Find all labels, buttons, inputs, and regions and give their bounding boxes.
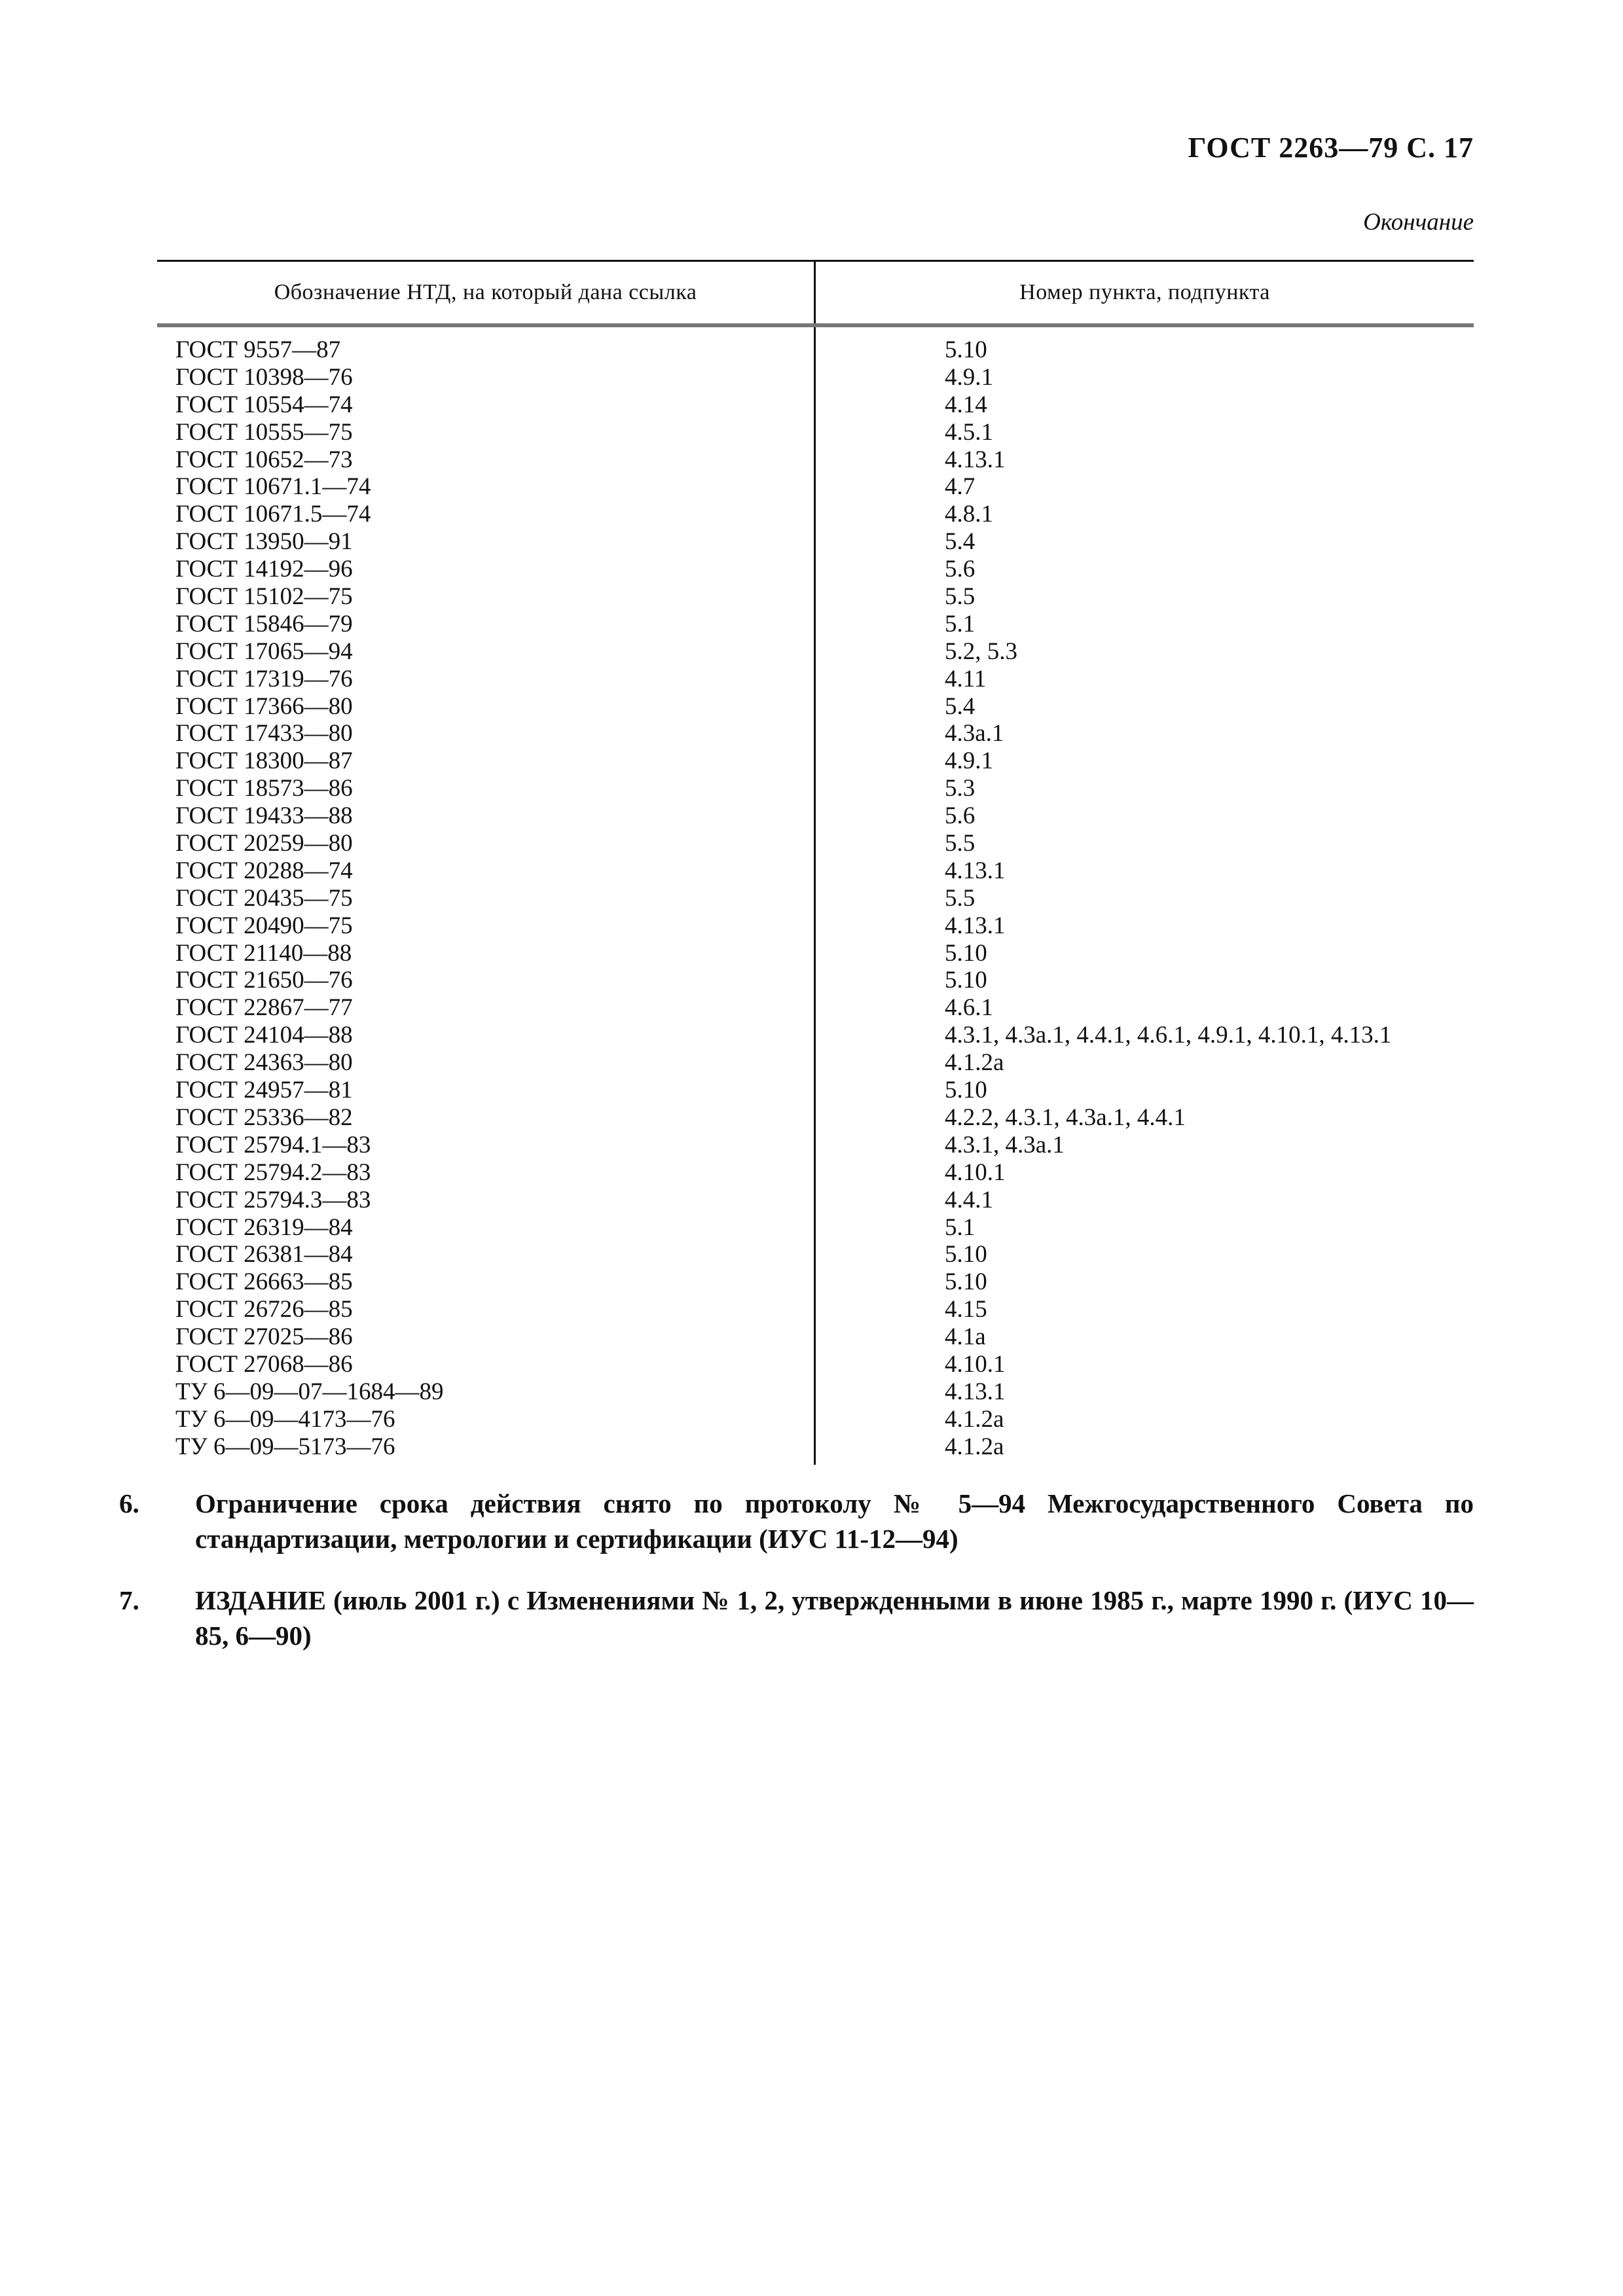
clause-cell: 4.6.1 xyxy=(945,994,993,1022)
clause-column xyxy=(816,327,1474,1465)
clause-cell: 4.9.1 xyxy=(945,747,993,775)
document-cell: ГОСТ 18573—86 xyxy=(175,775,353,802)
clause-cell: 5.3 xyxy=(945,775,976,802)
clause-cell: 4.8.1 xyxy=(945,501,993,528)
note-7 xyxy=(119,1583,1474,1653)
clause-cell: 5.6 xyxy=(945,556,976,583)
references-table xyxy=(157,260,1474,1465)
document-cell: ГОСТ 17319—76 xyxy=(175,665,353,692)
document-cell: ГОСТ 26319—84 xyxy=(175,1213,353,1241)
document-cell: ГОСТ 25336—82 xyxy=(175,1103,353,1131)
document-cell: ГОСТ 9557—87 xyxy=(175,336,341,363)
document-cell: ГОСТ 15846—79 xyxy=(175,610,353,637)
document-cell: ГОСТ 20435—75 xyxy=(175,884,353,912)
clause-cell: 4.1.2а xyxy=(945,1405,1004,1433)
document-cell: ГОСТ 25794.3—83 xyxy=(175,1186,371,1213)
clause-cell: 4.1.2а xyxy=(945,1049,1004,1077)
clause-cell: 4.14 xyxy=(945,391,987,418)
note-text: Ограничение срока действия снято по протоколу № 5—94 Межгосударственного Совета по стандартизации, метрологии и сертификации (ИУС 11-12—94) xyxy=(195,1488,1474,1554)
table-body xyxy=(157,327,1474,1465)
clause-cell: 5.1 xyxy=(945,610,976,637)
document-cell: ГОСТ 21650—76 xyxy=(175,967,353,994)
document-cell: ГОСТ 18300—87 xyxy=(175,747,353,775)
clause-cell: 5.6 xyxy=(945,802,976,830)
document-cell: ГОСТ 20490—75 xyxy=(175,912,353,939)
clause-cell: 5.1 xyxy=(945,1213,976,1241)
document-cell: ГОСТ 15102—75 xyxy=(175,583,353,611)
document-cell: ГОСТ 10671.5—74 xyxy=(175,501,371,528)
clause-cell: 4.13.1 xyxy=(945,912,1006,939)
clause-cell: 5.5 xyxy=(945,583,976,611)
table-continuation-label: Окончание xyxy=(1363,209,1474,236)
document-cell: ГОСТ 22867—77 xyxy=(175,994,353,1022)
clause-cell: 4.13.1 xyxy=(945,446,1006,473)
document-cell: ГОСТ 10671.1—74 xyxy=(175,473,371,501)
document-cell: ГОСТ 27025—86 xyxy=(175,1323,353,1351)
document-cell: ГОСТ 10555—75 xyxy=(175,418,353,446)
clause-cell: 4.11 xyxy=(945,665,987,692)
column-header-document: Обозначение НТД, на который дана ссылка xyxy=(157,262,816,323)
clause-cell: 5.5 xyxy=(945,830,976,857)
note-6 xyxy=(119,1486,1474,1556)
clause-cell: 4.7 xyxy=(945,473,976,501)
document-cell: ГОСТ 26381—84 xyxy=(175,1241,353,1268)
document-cell: ГОСТ 14192—96 xyxy=(175,556,353,583)
document-cell: ТУ 6—09—07—1684—89 xyxy=(175,1378,444,1405)
document-cell: ГОСТ 19433—88 xyxy=(175,802,353,830)
column-header-clause: Номер пункта, подпункта xyxy=(1019,280,1270,304)
clause-cell: 5.5 xyxy=(945,884,976,912)
clause-cell: 4.13.1 xyxy=(945,1378,1006,1405)
clause-cell: 4.5.1 xyxy=(945,418,993,446)
clause-cell: 5.2, 5.3 xyxy=(945,637,1017,665)
note-text: ИЗДАНИЕ (июль 2001 г.) с Изменениями № 1, 2, утвержденными в июне 1985 г., марте 1990 г. (ИУС 10—85, 6—90) xyxy=(195,1585,1474,1651)
clause-cell: 4.10.1 xyxy=(945,1350,1006,1378)
document-cell: ГОСТ 13950—91 xyxy=(175,528,353,556)
clause-cell: 4.1.2а xyxy=(945,1433,1004,1460)
clause-cell: 5.10 xyxy=(945,1268,987,1296)
document-cell: ГОСТ 25794.1—83 xyxy=(175,1131,371,1158)
document-cell: ГОСТ 21140—88 xyxy=(175,939,352,967)
document-cell: ТУ 6—09—4173—76 xyxy=(175,1405,395,1433)
note-number: 6. xyxy=(119,1488,139,1518)
clause-cell: 4.15 xyxy=(945,1296,987,1323)
clause-cell: 4.3а.1 xyxy=(945,720,1004,747)
clause-cell: 5.10 xyxy=(945,1077,987,1104)
note-number: 7. xyxy=(119,1585,139,1615)
document-cell: ГОСТ 25794.2—83 xyxy=(175,1158,371,1186)
clause-cell: 4.4.1 xyxy=(945,1186,993,1213)
document-cell: ГОСТ 26663—85 xyxy=(175,1268,353,1296)
document-cell: ГОСТ 20259—80 xyxy=(175,830,353,857)
document-cell: ГОСТ 10652—73 xyxy=(175,446,353,473)
document-column xyxy=(157,327,816,1465)
clause-cell: 5.4 xyxy=(945,528,976,556)
clause-cell: 4.10.1 xyxy=(945,1158,1006,1186)
clause-cell: 4.9.1 xyxy=(945,363,993,391)
page-title: ГОСТ 2263—79 С. 17 xyxy=(1188,132,1474,164)
clause-cell: 5.4 xyxy=(945,692,976,720)
document-cell: ГОСТ 24363—80 xyxy=(175,1049,353,1077)
document-cell: ГОСТ 20288—74 xyxy=(175,857,353,884)
document-cell: ГОСТ 17433—80 xyxy=(175,720,353,747)
clause-cell: 5.10 xyxy=(945,1241,987,1268)
document-cell: ГОСТ 27068—86 xyxy=(175,1350,353,1378)
document-cell: ГОСТ 24104—88 xyxy=(175,1022,353,1049)
document-cell: ГОСТ 24957—81 xyxy=(175,1077,353,1104)
clause-cell: 5.10 xyxy=(945,939,987,967)
clause-cell: 4.1а xyxy=(945,1323,986,1351)
clause-cell: 4.3.1, 4.3а.1, 4.4.1, 4.6.1, 4.9.1, 4.10.1, 4.13.1 xyxy=(945,1022,1392,1049)
document-cell: ГОСТ 10398—76 xyxy=(175,363,353,391)
clause-cell: 4.13.1 xyxy=(945,857,1006,884)
clause-cell: 5.10 xyxy=(945,336,987,363)
document-cell: ГОСТ 26726—85 xyxy=(175,1296,353,1323)
table-header xyxy=(157,260,1474,327)
document-cell: ГОСТ 17065—94 xyxy=(175,637,353,665)
document-cell: ГОСТ 17366—80 xyxy=(175,692,353,720)
clause-cell: 5.10 xyxy=(945,967,987,994)
clause-cell: 4.3.1, 4.3а.1 xyxy=(945,1131,1065,1158)
document-cell: ГОСТ 10554—74 xyxy=(175,391,353,418)
document-cell: ТУ 6—09—5173—76 xyxy=(175,1433,395,1460)
clause-cell: 4.2.2, 4.3.1, 4.3а.1, 4.4.1 xyxy=(945,1103,1186,1131)
